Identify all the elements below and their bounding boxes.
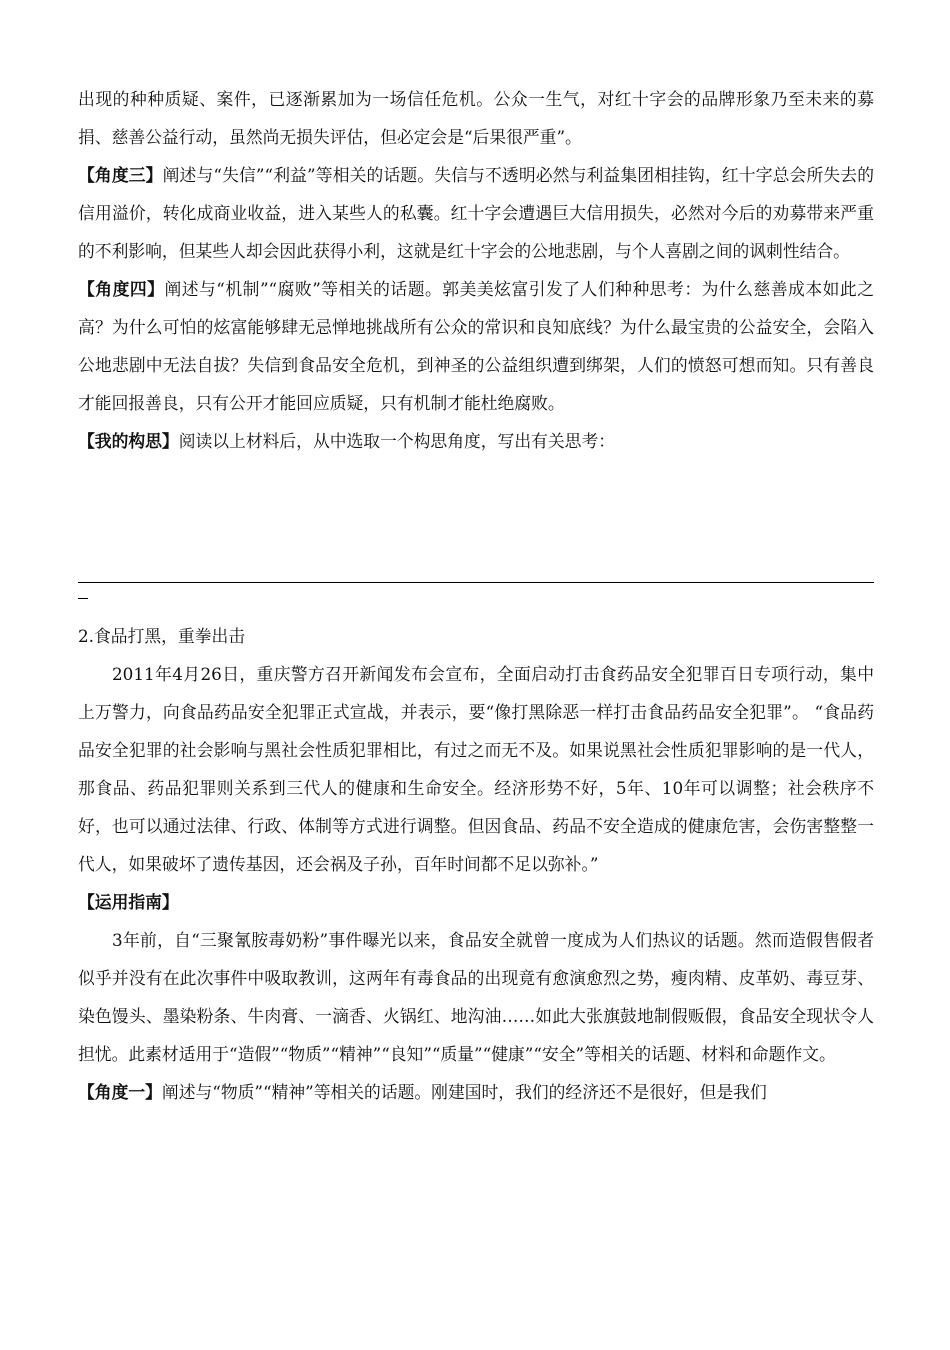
my-idea-text: 阅读以上材料后，从中选取一个构思角度，写出有关思考： [178,431,616,451]
section-food-safety [78,617,874,1111]
angle-three-text: 阐述与“失信”“利益”等相关的话题。失信与不透明必然与利益集团相挂钩，红十字总会所失去的信用溢价，转化成商业收益，进入某些人的私囊。红十字会遭遇巨大信用损失，必然对今后的劝募带来严重的不利影响，但某些人却会因此获得小利，这就是红十字会的公地悲剧，与个人喜剧之间的讽刺性结合。 [78,165,874,261]
usage-guide-label: 【运用指南】 [78,892,179,912]
angle-one-text: 阐述与“物质”“精神”等相关的话题。刚建国时，我们的经济还不是很好，但是我们 [161,1082,767,1102]
section-top [78,80,874,460]
angle-three-label: 【角度三】 [78,165,163,185]
angle-four-text: 阐述与“机制”“腐败”等相关的话题。郭美美炫富引发了人们种种思考：为什么慈善成本如此之高？为什么可怕的炫富能够肆无忌惮地挑战所有公众的常识和良知底线？为什么最宝贵的公益安全，会陷入公地悲剧中无法自拔？失信到食品安全危机，到神圣的公益组织遭到绑架，人们的愤怒可想而知。只有善良才能回报善良，只有公开才能回应质疑，只有机制才能杜绝腐败。 [78,279,874,413]
paragraph-guide: 3年前，自“三聚氰胺毒奶粉”事件曝光以来，食品安全就曾一度成为人们热议的话题。然而造假售假者似乎并没有在此次事件中吸取教训，这两年有毒食品的出现竟有愈演愈烈之势，瘦肉精、皮革奶、毒豆芽、染色馒头、墨染粉条、牛肉膏、一滴香、火锅红、地沟油……如此大张旗鼓地制假贩假，食品安全现状令人担忧。此素材适用于“造假”“物质”“精神”“良知”“质量”“健康”“安全”等相关的话题、材料和命题作文。 [78,930,874,1064]
answer-line-end [78,598,88,599]
answer-line [78,582,874,583]
angle-four [78,270,874,422]
angle-four-label: 【角度四】 [78,279,165,299]
my-idea [78,422,874,460]
section-title: 2.食品打黑，重拳出击 [78,626,246,646]
angle-one-label: 【角度一】 [78,1082,162,1102]
my-idea-label: 【我的构思】 [78,431,179,451]
paragraph-intro: 出现的种种质疑、案件，已逐渐累加为一场信任危机。公众一生气，对红十字会的品牌形象乃至未来的募捐、慈善公益行动，虽然尚无损失评估，但必定会是“后果很严重”。 [78,89,874,147]
angle-three [78,156,874,270]
paragraph-news: 2011年4月26日，重庆警方召开新闻发布会宣布，全面启动打击食药品安全犯罪百日专项行动，集中上万警力，向食品药品安全犯罪正式宣战，并表示，要“像打黑除恶一样打击食品药品安全犯罪”。 “食品药品安全犯罪的社会影响与黑社会性质犯罪相比，有过之而无不及。如果说黑社会性质犯罪影响的是一代人，那食品、药品犯罪则关系到三代人的健康和生命安全。经济形势不好，5年、10年可以调整；社会秩序不好，也可以通过法律、行政、体制等方式进行调整。但因食品、药品不安全造成的健康危害，会伤害整整一代人，如果破坏了遗传基因，还会祸及子孙，百年时间都不足以弥补。” [78,664,874,874]
angle-one [78,1073,874,1111]
